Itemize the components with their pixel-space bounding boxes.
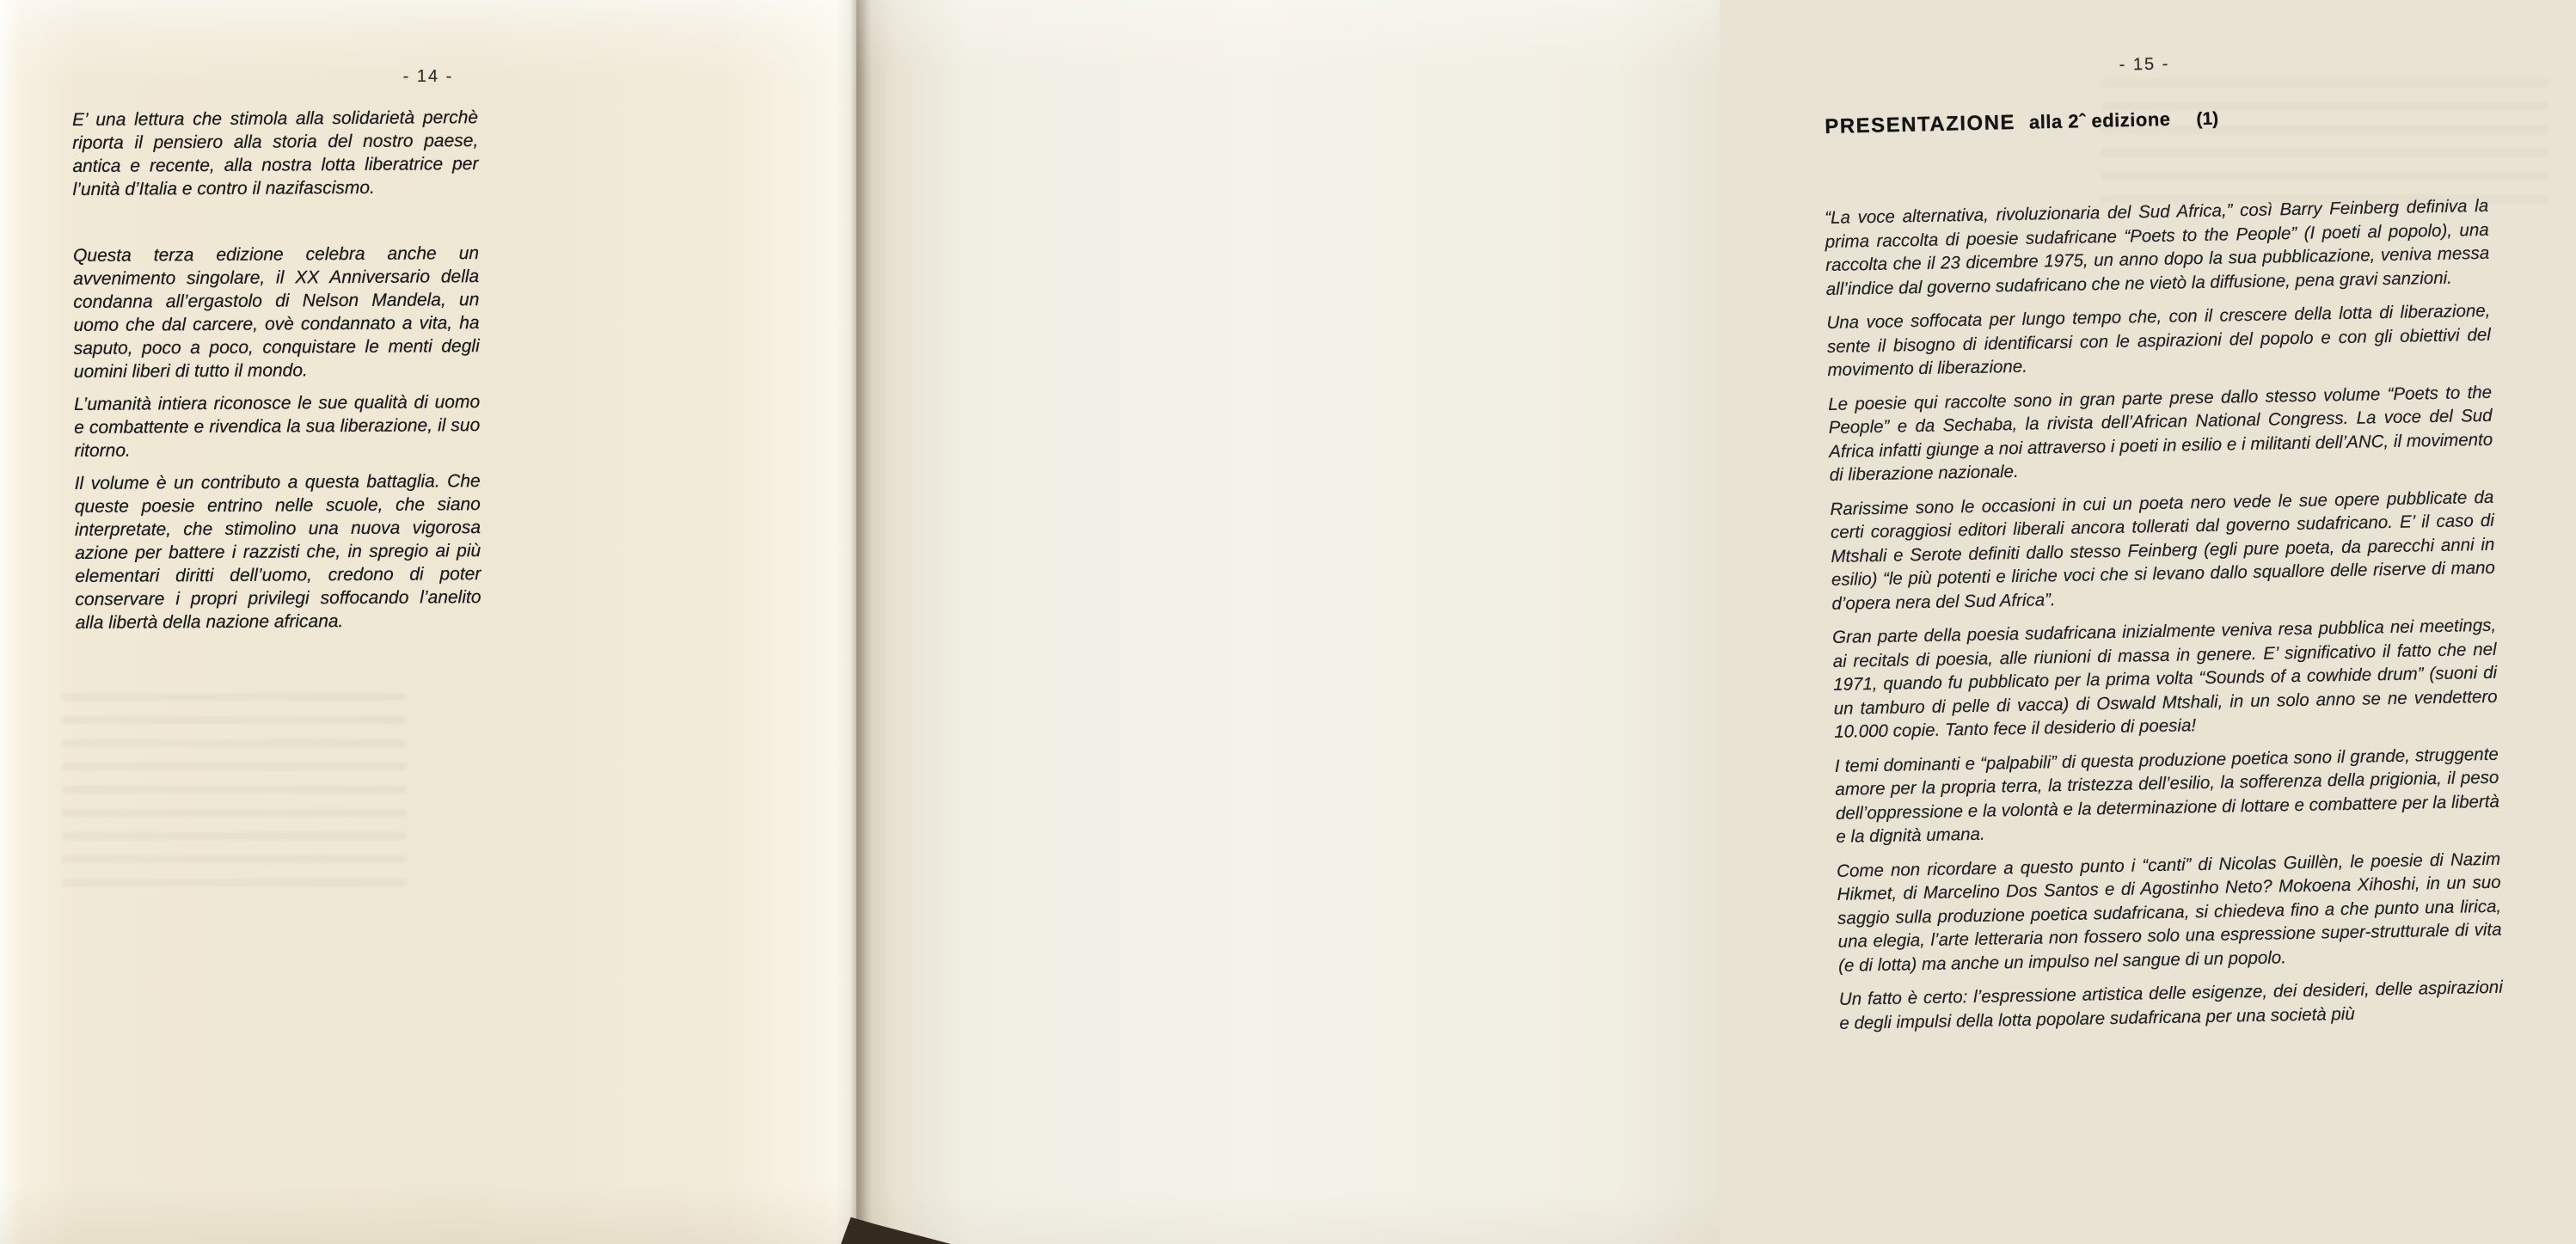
paragraph: Come non ricordare a questo punto i “canti” di Nicolas Guillèn, le poesie di Nazim Hikmet, di Marcelino Dos Santos e di Agostinho Neto? Mokoena Xihoshi, in un suo saggio sulla produzione poetica sudafricana, si chiedeva fino a che punto una lirica, una elegia, l’arte letteraria non fossero solo una espressione super-strutturale di vita (e di lotta) ma anche un impulso nel sangue di un popolo. — [1836, 849, 2502, 976]
right-text-block — [1825, 194, 2504, 1045]
heading-main: PRESENTAZIONE — [1825, 110, 2016, 138]
paragraph: “La voce alternativa, rivoluzionaria del Sud Africa,” così Barry Feinberg definiva la prima raccolta di poesie sudafricane “Poets to the People” (I poeti al popolo), una raccolta che il 23 dicembre 1975, un anno dopo la sua pubblicazione, veniva messa all’indice dal governo sudafricano che ne vietò la diffusione, pena gravi sanzioni. — [1825, 195, 2490, 299]
paragraph: Questa terza edizione celebra anche un avvenimento singolare, il XX Anniversario della condanna all’ergastolo di Nelson Mandela, un uomo che dal carcere, ovè condannato a vita, ha saputo, poco a poco, conquistare le menti degli uomini liberi di tutto il mondo. — [72, 243, 480, 382]
right-page — [856, 0, 2503, 1244]
show-through-ghost-text — [62, 693, 406, 889]
paragraph: Gran parte della poesia sudafricana inizialmente veniva resa pubblica nei meetings, ai recitals di poesia, alle riunioni di massa in genere. E’ significativo il fatto che nel 1971, quando fu pubblicato per la prima volta “Sounds of a cowhide drum” (suoni di un tamburo di pelle di vacca) di Oswald Mtshali, in un solo anno se ne vendettero 10.000 copie. Tanto fece il desiderio di poesia! — [1831, 615, 2498, 742]
show-through-ghost-text — [2101, 79, 2548, 206]
left-text-block — [72, 106, 481, 644]
paragraph: Una voce soffocata per lungo tempo che, con il crescere della lotta di liberazione, sente il bisogno di identificarsi con le aspirazioni del popolo e con gli obiettivi del movimento di liberazione. — [1826, 300, 2492, 380]
page-number-left: - 14 - — [402, 67, 454, 86]
paragraph: L’umanità intiera riconosce le sue qualità di uomo e combattente e rivendica la sua liberazione, il suo ritorno. — [74, 392, 481, 461]
paragraph: Le poesie qui raccolte sono in gran parte prese dallo stesso volume “Poets to the People” e da Sechaba, la rivista dell’African National Congress. La voce del Sud Africa infatti giunge a noi attraverso i poeti in esilio e i militanti dell’ANC, il movimento di liberazione nazionale. — [1828, 382, 2493, 485]
paragraph: Il volume è un contributo a questa battaglia. Che queste poesie entrino nelle scuole, che siano interpretate, che stimolino una nuova vigorosa azione per battere i razzisti che, in spregio ai più elementari diritti dell’uomo, credono di poter conservare i propri privilegi soffocando l’anelito alla libertà della nazione africana. — [74, 471, 481, 633]
paragraph: Rarissime sono le occasioni in cui un poeta nero vede le sue opere pubblicate da certi coraggiosi editori liberali ancora tollerati dal governo sudafricano. E’ il caso di Mtshali e Serote definiti dallo stesso Feinberg (egli pure poeta, da parecchi anni in esilio) “le più potenti e liriche voci che si levano dallo squallore delle riserve di mano d’opera nera del Sud Africa”. — [1830, 487, 2496, 614]
left-page — [0, 0, 856, 1244]
page-number-right: - 15 - — [2119, 54, 2170, 75]
paragraph: I temi dominanti e “palpabili” di questa produzione poetica sono il grande, struggente amore per la propria terra, la tristezza dell’esilio, la sofferenza della prigionia, il peso dell’oppressione e la volontà e la determinazione di lottare e combattere per la libertà e la dignità umana. — [1834, 744, 2500, 847]
heading-note: (1) — [2196, 108, 2219, 130]
heading-sub: alla 2ˆ edizione — [2028, 107, 2171, 133]
paragraph: E’ una lettura che stimola alla solidarietà perchè riporta il pensiero alla storia del nostro paese, antica e recente, alla nostra lotta liberatrice per l’unità d’Italia e contro il nazifascismo. — [72, 107, 479, 199]
section-heading — [1825, 107, 2218, 139]
paragraph: Un fatto è certo: l’espressione artistica delle esigenze, dei desideri, delle aspirazioni e degli impulsi della lotta popolare sudafricana per una società più — [1838, 977, 2503, 1033]
